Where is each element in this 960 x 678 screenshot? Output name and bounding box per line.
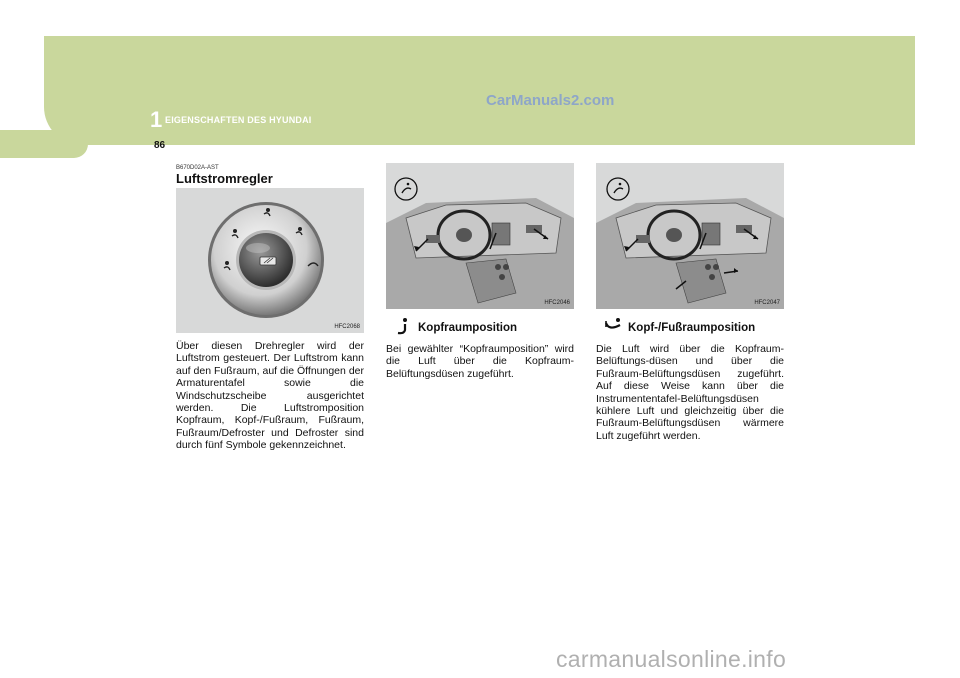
chapter-number: 1 (150, 107, 163, 132)
heading-kopf-fussraumposition: Kopf-/Fußraumposition (628, 322, 756, 334)
page-number: 86 (154, 140, 166, 151)
heading-kopfraumposition: Kopfraumposition (418, 322, 518, 334)
figure-label: HFC2047 (754, 300, 780, 306)
dashboard-illustration (386, 163, 574, 309)
head-level-icon (396, 317, 410, 335)
page-number-tab (0, 130, 88, 158)
airflow-dial-illustration (176, 188, 364, 333)
kopfraum-paragraph: Bei gewählter “Kopfraumposition” wird die Luft über die Kopfraum-Belüftungsdüsen zugeführt. (386, 343, 574, 380)
dashboard-figure-head-foot (596, 163, 784, 309)
dashboard-figure-head (386, 163, 574, 309)
kopf-fussraum-paragraph: Die Luft wird über die Kopfraum-Belüftungs-düsen und über die Fußraum-Belüftungsdüsen zugeführt. Auf diese Weise kann über die Instrumententafel-Belüftungsdüsen kühlere Luft und gleichzeitig über die Fußraum-Belüftungsdüsen wärmere Luft zugeführt werden. (596, 343, 784, 442)
watermark-link-bottom[interactable]: carmanualsonline.info (556, 646, 787, 672)
dashboard-illustration (596, 163, 784, 309)
section-title: Luftstromregler (176, 171, 273, 186)
watermark-link-top[interactable]: CarManuals2.com (486, 92, 615, 109)
figure-label: HFC2046 (544, 300, 570, 306)
chapter-title: EIGENSCHAFTEN DES HYUNDAI (165, 115, 312, 125)
airflow-dial-figure (176, 188, 364, 333)
head-foot-level-icon (604, 317, 624, 333)
figure-label: HFC2068 (334, 324, 360, 330)
intro-paragraph: Über diesen Drehregler wird der Luftstrom gesteuert. Der Luftstrom kann auf den Fußraum, auf die Öffnungen der Armaturentafel sowie die Windschutzscheibe ausgerichtet werden. Die Luftstromposition Kopfraum, Kopf-/Fußraum, Fußraum, Fußraum/Defroster und Defroster sind durch fünf Symbole gekennzeichnet. (176, 340, 364, 452)
header-band (44, 36, 915, 145)
section-code: B670D02A-AST (176, 165, 219, 171)
